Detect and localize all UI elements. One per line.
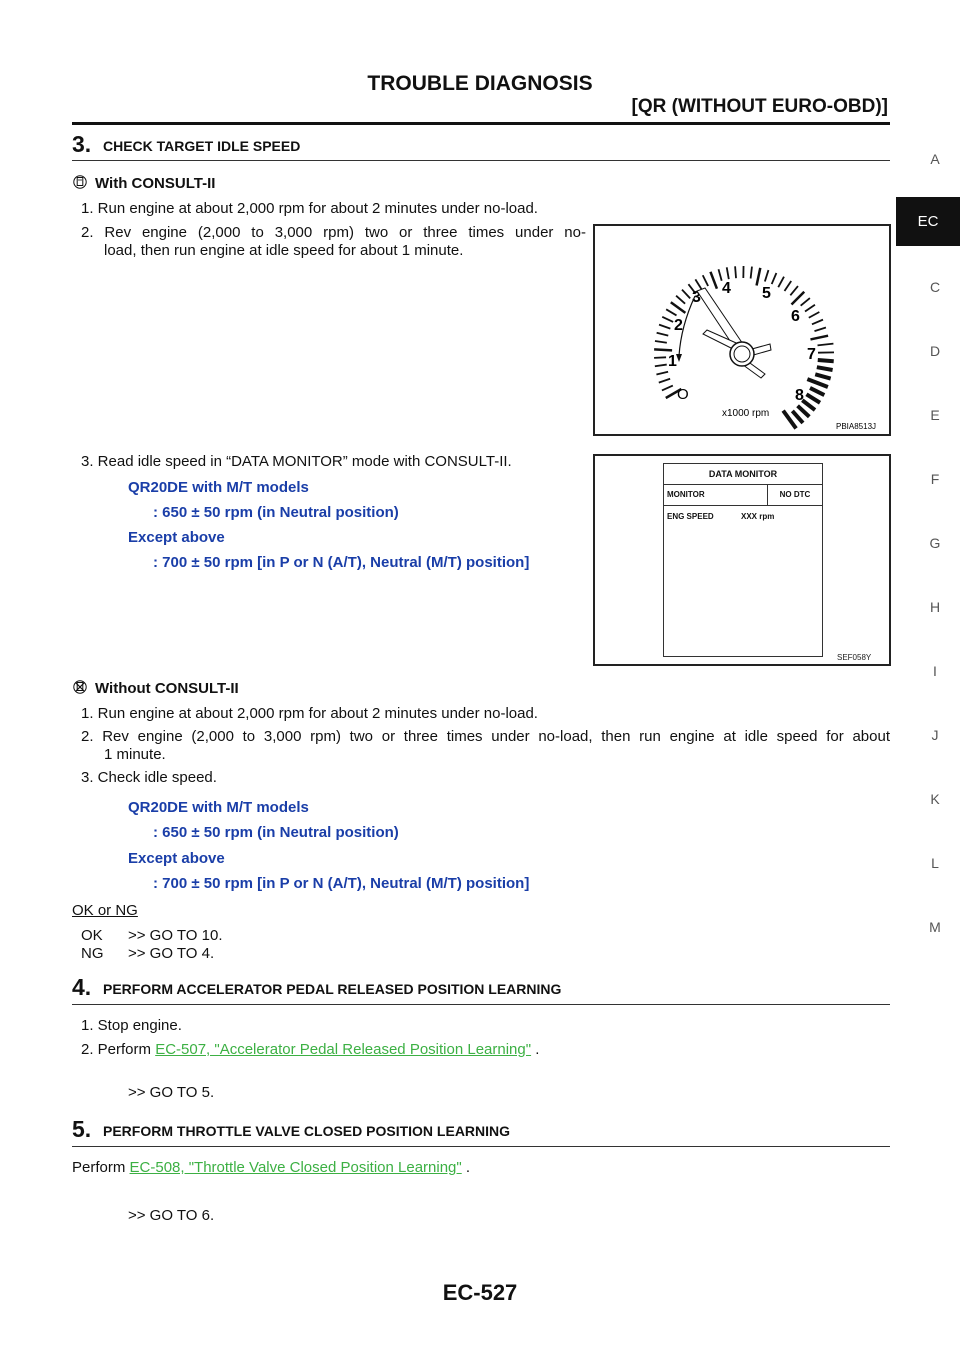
sidebar-item-j[interactable]: J bbox=[931, 727, 939, 743]
tach-tick bbox=[703, 275, 708, 286]
monitor-eng-speed-value: XXX rpm bbox=[741, 512, 775, 521]
result-ok-key: OK bbox=[81, 927, 103, 944]
page-number: EC-527 bbox=[442, 1280, 518, 1305]
with-item-1: 1. Run engine at about 2,000 rpm for about 2 minutes under no-load. bbox=[81, 200, 538, 217]
spec2-except-value: : 700 ± 50 rpm [in P or N (A/T), Neutral (M/T) position] bbox=[153, 875, 530, 892]
tach-number-1: 1 bbox=[668, 353, 677, 370]
spec1-value: : 650 ± 50 rpm (in Neutral position) bbox=[153, 504, 399, 521]
tach-tick bbox=[656, 372, 668, 375]
without-item-2: 2. Rev engine (2,000 to 3,000 rpm) two or three times under no-load, then run engine at idle speed for about bbox=[81, 728, 890, 745]
accelerator-learning-link[interactable]: EC-507, "Accelerator Pedal Released Position Learning" bbox=[155, 1041, 532, 1058]
sidebar-item-i[interactable]: I bbox=[933, 663, 937, 679]
without-item-2-cont: 1 minute. bbox=[104, 746, 166, 763]
tach-number-7: 7 bbox=[807, 346, 816, 363]
sidebar-item-c[interactable]: C bbox=[929, 279, 941, 295]
tach-number-4: 4 bbox=[722, 280, 731, 297]
sidebar-item-l[interactable]: L bbox=[931, 855, 939, 871]
monitor-title: DATA MONITOR bbox=[664, 464, 822, 485]
tach-tick bbox=[655, 365, 667, 367]
result-label: OK or NG bbox=[72, 902, 138, 919]
tach-tick bbox=[809, 312, 820, 318]
step-4-number: 4. bbox=[72, 974, 92, 1000]
step-4-goto: >> GO TO 5. bbox=[128, 1084, 215, 1101]
spec2-value: : 650 ± 50 rpm (in Neutral position) bbox=[153, 824, 399, 841]
page-subtitle: [QR (WITHOUT EURO-OBD)] bbox=[631, 96, 888, 117]
tach-tick bbox=[814, 328, 825, 332]
tach-tick bbox=[805, 305, 815, 312]
tach-tick bbox=[735, 266, 736, 278]
tach-number-2: 2 bbox=[674, 317, 683, 334]
sidebar-item-h[interactable]: H bbox=[929, 599, 941, 615]
sidebar-item-m[interactable]: M bbox=[929, 919, 941, 935]
tach-tick bbox=[791, 292, 804, 305]
tach-tick bbox=[818, 344, 834, 346]
without-consult-icon bbox=[73, 679, 87, 695]
tach-tick bbox=[659, 379, 670, 383]
with-consult-label: With CONSULT-II bbox=[95, 175, 216, 192]
without-item-1: 1. Run engine at about 2,000 rpm for about 2 minutes under no-load. bbox=[81, 705, 538, 722]
tach-tick bbox=[817, 367, 833, 370]
tach-tick bbox=[798, 406, 810, 417]
sidebar-item-k[interactable]: K bbox=[930, 791, 940, 807]
tach-number-0: O bbox=[677, 386, 689, 403]
tach-tick bbox=[815, 374, 830, 378]
tach-number-6: 6 bbox=[791, 308, 800, 325]
sidebar-item-ec[interactable]: EC bbox=[896, 197, 960, 246]
throttle-learning-link[interactable]: EC-508, "Throttle Valve Closed Position Learning" bbox=[129, 1159, 462, 1176]
tach-tick bbox=[812, 320, 823, 325]
sidebar-item-f[interactable]: F bbox=[930, 471, 940, 487]
tach-tick bbox=[655, 341, 667, 343]
tach-tick bbox=[654, 349, 672, 350]
monitor-col-label: MONITOR bbox=[664, 485, 768, 505]
step-4-title: PERFORM ACCELERATOR PEDAL RELEASED POSITION LEARNING bbox=[103, 981, 562, 997]
sidebar-item-d[interactable]: D bbox=[929, 343, 941, 359]
step-3-rule bbox=[72, 160, 890, 161]
page-title: TROUBLE DIAGNOSIS bbox=[367, 72, 593, 95]
tach-tick bbox=[772, 273, 777, 284]
tachometer-gauge-icon bbox=[595, 226, 889, 434]
tach-tick bbox=[810, 336, 828, 340]
sidebar-item-a[interactable]: A bbox=[930, 151, 940, 167]
tach-number-8: 8 bbox=[795, 387, 804, 404]
tach-number-3: 3 bbox=[692, 289, 701, 306]
step-5-title: PERFORM THROTTLE VALVE CLOSED POSITION LEARNING bbox=[103, 1123, 511, 1139]
tach-tick bbox=[710, 272, 716, 289]
without-consult-label: Without CONSULT-II bbox=[95, 680, 239, 697]
tach-number-5: 5 bbox=[762, 285, 771, 302]
tach-tick bbox=[806, 394, 820, 402]
with-item-2: 2. Rev engine (2,000 to 3,000 rpm) two or three times under no- bbox=[81, 224, 586, 241]
tach-tick bbox=[682, 290, 690, 299]
tach-unit-label: x1000 rpm bbox=[722, 408, 770, 419]
tach-tick bbox=[666, 309, 676, 315]
with-item-3: 3. Read idle speed in “DATA MONITOR” mode with CONSULT-II. bbox=[81, 453, 512, 470]
monitor-figure-code: SEF058Y bbox=[837, 653, 872, 662]
tach-tick bbox=[765, 270, 769, 281]
with-item-2-cont: load, then run engine at idle speed for about 1 minute. bbox=[104, 242, 464, 259]
tachometer-figure bbox=[593, 224, 891, 436]
tach-tick bbox=[790, 286, 798, 295]
tach-tick bbox=[676, 296, 685, 304]
sidebar-item-e[interactable]: E bbox=[930, 407, 940, 423]
spec2-except: Except above bbox=[128, 850, 225, 867]
spec2-model: QR20DE with M/T models bbox=[128, 799, 309, 816]
tach-tick bbox=[662, 386, 673, 391]
result-ng-action: >> GO TO 4. bbox=[128, 945, 215, 962]
step-5-text: Perform EC-508, "Throttle Valve Closed Position Learning" . bbox=[72, 1159, 471, 1176]
monitor-dtc-status: NO DTC bbox=[779, 490, 811, 499]
data-monitor-figure bbox=[593, 454, 891, 666]
tach-tick bbox=[778, 277, 784, 288]
step-4-item-1: 1. Stop engine. bbox=[81, 1017, 182, 1034]
tach-tick bbox=[757, 268, 761, 286]
sidebar-item-g[interactable]: G bbox=[929, 535, 941, 551]
without-item-3: 3. Check idle speed. bbox=[81, 769, 217, 786]
tach-tick bbox=[810, 388, 824, 395]
step-5-rule bbox=[72, 1146, 890, 1147]
tach-tick bbox=[818, 360, 834, 361]
step-3-number: 3. bbox=[72, 131, 92, 157]
step-4-rule bbox=[72, 1004, 890, 1005]
step-5-number: 5. bbox=[72, 1116, 92, 1142]
step-4-item-2: 2. Perform EC-507, "Accelerator Pedal Released Position Learning" . bbox=[81, 1041, 540, 1058]
step-3-title: CHECK TARGET IDLE SPEED bbox=[103, 138, 301, 154]
monitor-screen bbox=[663, 463, 823, 657]
tach-figure-code: PBIA8513J bbox=[836, 422, 877, 431]
result-ng-key: NG bbox=[81, 945, 104, 962]
tach-tick bbox=[792, 411, 803, 423]
tach-tick bbox=[654, 357, 666, 358]
tach-tick bbox=[784, 281, 791, 291]
tach-tick bbox=[657, 333, 669, 336]
monitor-eng-speed-label: ENG SPEED bbox=[667, 512, 714, 521]
tach-tick bbox=[802, 400, 815, 410]
tach-tick bbox=[751, 267, 752, 279]
tach-tick bbox=[662, 317, 673, 322]
tach-tick bbox=[671, 302, 686, 313]
tach-tick bbox=[801, 298, 810, 306]
consult-icon bbox=[73, 174, 87, 190]
spec1-model: QR20DE with M/T models bbox=[128, 479, 309, 496]
result-ok-action: >> GO TO 10. bbox=[128, 927, 223, 944]
spec1-except-value: : 700 ± 50 rpm [in P or N (A/T), Neutral (M/T) position] bbox=[153, 554, 530, 571]
step-5-goto: >> GO TO 6. bbox=[128, 1207, 215, 1224]
tach-tick bbox=[727, 267, 729, 279]
tach-tick bbox=[659, 325, 670, 329]
header-rule bbox=[72, 122, 890, 125]
spec1-except: Except above bbox=[128, 529, 225, 546]
tach-tick bbox=[807, 379, 828, 387]
